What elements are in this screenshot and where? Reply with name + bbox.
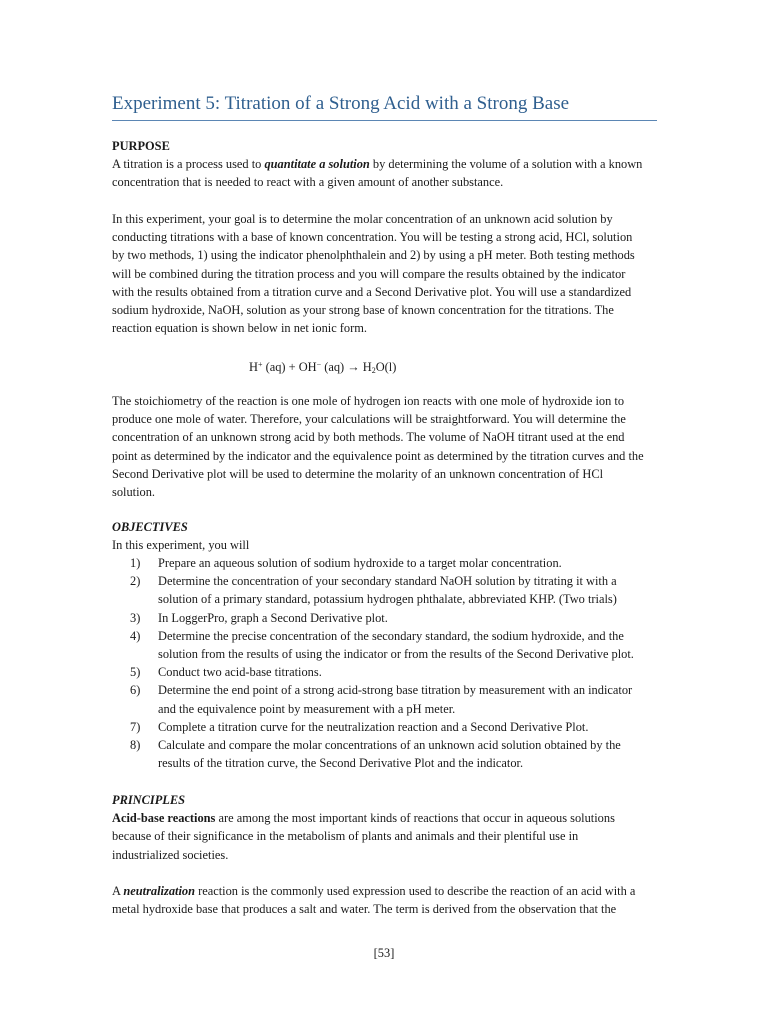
- principles-paragraph-1-line-1: Acid-base reactions are among the most important kinds of reactions that occur in aqueous solutions: [112, 811, 615, 826]
- paragraph-line: In this experiment, your goal is to determine the molar concentration of an unknown acid solution by: [112, 212, 613, 226]
- principles-paragraph-2-line-2: metal hydroxide base that produces a salt and water. The term is derived from the observation that the: [112, 902, 617, 917]
- paragraph-line: The stoichiometry of the reaction is one mole of hydrogen ion reacts with one mole of hydroxide ion to: [112, 394, 625, 408]
- paragraph-line: Second Derivative plot will be used to determine the molarity of an unknown concentration of HCl: [112, 466, 604, 481]
- objective-number: 1): [130, 556, 141, 570]
- objective-number: 2): [130, 574, 141, 589]
- paragraph-line: produce one mole of water. Therefore, your calculations will be straightforward. You will determine the: [112, 412, 626, 427]
- principles-heading: PRINCIPLES: [112, 793, 185, 807]
- objective-text-line: Determine the end point of a strong acid-strong base titration by measurement with an indicator: [158, 683, 633, 698]
- objective-text-line: Determine the precise concentration of the secondary standard, the sodium hydroxide, and the: [158, 628, 624, 643]
- purpose-paragraph-1-line-1: A titration is a process used to quantitate a solution by determining the volume of a solution with a known: [112, 157, 643, 172]
- purpose-paragraph-2: [112, 210, 657, 337]
- purpose-paragraph-3: [112, 392, 657, 501]
- objective-text-line: solution from the results of using the indicator or from the results of the Second Derivative plot.: [158, 647, 634, 662]
- objective-text-line: Complete a titration curve for the neutralization reaction and a Second Derivative Plot.: [158, 719, 589, 734]
- objective-text-line: Conduct two acid-base titrations.: [158, 665, 322, 680]
- paragraph-line: concentration of an unknown strong acid by both methods. The volume of NaOH titrant used at the end: [112, 430, 625, 445]
- paragraph-line: by two methods, 1) using the indicator phenolphthalein and 2) by using a pH meter. Both testing methods: [112, 248, 635, 263]
- term-neutralization: neutralization: [123, 884, 195, 898]
- paragraph-line: solution.: [112, 484, 156, 499]
- objective-text-line: Calculate and compare the molar concentrations of an unknown acid solution obtained by the: [158, 738, 621, 753]
- objective-item: [112, 736, 657, 772]
- objectives-list: [112, 554, 657, 772]
- purpose-heading: PURPOSE: [112, 139, 170, 153]
- principles-section: [112, 791, 657, 864]
- objective-item: [112, 627, 657, 663]
- principles-paragraph-2: [112, 882, 657, 918]
- paragraph-line: will be combined during the titration process and you will compare the results obtained by the indicator: [112, 266, 626, 281]
- objective-item: [112, 554, 657, 572]
- paragraph-line: with the results obtained from a titration curve and a Second Derivative plot. You will use a standardized: [112, 284, 632, 299]
- paragraph-line: point as determined by the indicator and the equivalence point as determined by the titration curves and the: [112, 448, 644, 463]
- objective-text-line: solution of a primary standard, potassium hydrogen phthalate, abbreviated KHP. (Two trials): [158, 592, 617, 607]
- purpose-section: [112, 137, 657, 192]
- objective-item: [112, 572, 657, 608]
- term-acid-base-reactions: Acid-base reactions: [112, 811, 216, 826]
- objective-text-line: Determine the concentration of your secondary standard NaOH solution by titrating it with a: [158, 574, 617, 589]
- document-title: Experiment 5: Titration of a Strong Acid with a Strong Base: [112, 92, 657, 121]
- objective-item: [112, 663, 657, 681]
- objectives-section: [112, 518, 657, 554]
- purpose-paragraph-1-line-2: concentration that is needed to react with a given amount of another substance.: [112, 175, 504, 190]
- objective-number: 3): [130, 610, 141, 625]
- objective-number: 6): [130, 683, 141, 698]
- page-number: [53]: [373, 946, 395, 960]
- objective-item: [112, 681, 657, 717]
- paragraph-line: sodium hydroxide, NaOH, solution as your strong base of known concentration for the titrations. The: [112, 302, 614, 317]
- objective-text-line: In LoggerPro, graph a Second Derivative plot.: [158, 610, 388, 625]
- principles-paragraph-1-line-3: industrialized societies.: [112, 847, 229, 862]
- objective-number: 4): [130, 628, 141, 643]
- objective-number: 8): [130, 738, 141, 753]
- principles-paragraph-2-line-1: A neutralization reaction is the commonly used expression used to describe the reaction of an acid with a: [112, 884, 636, 898]
- objectives-intro: In this experiment, you will: [112, 538, 250, 553]
- objective-text-line: and the equivalence point by measurement with a pH meter.: [158, 701, 456, 716]
- objective-text-line: Prepare an aqueous solution of sodium hydroxide to a target molar concentration.: [158, 556, 562, 570]
- principles-paragraph-1-line-2: because of their significance in the metabolism of plants and animals and their plentiful use in: [112, 829, 579, 844]
- emphasis-quantitate: quantitate a solution: [264, 157, 370, 172]
- objective-number: 7): [130, 719, 141, 734]
- objective-number: 5): [130, 665, 141, 680]
- paragraph-line: reaction equation is shown below in net ionic form.: [112, 321, 367, 336]
- objective-item: [112, 718, 657, 736]
- objective-text-line: results of the titration curve, the Second Derivative Plot and the indicator.: [158, 756, 524, 771]
- objective-item: [112, 609, 657, 627]
- objectives-heading: OBJECTIVES: [112, 520, 188, 534]
- paragraph-line: conducting titrations with a base of known concentration. You will be testing a strong acid, HCl, solution: [112, 230, 633, 245]
- net-ionic-equation: H+ (aq) + OH− $(aq) \to H_2O(l)$: [249, 360, 397, 375]
